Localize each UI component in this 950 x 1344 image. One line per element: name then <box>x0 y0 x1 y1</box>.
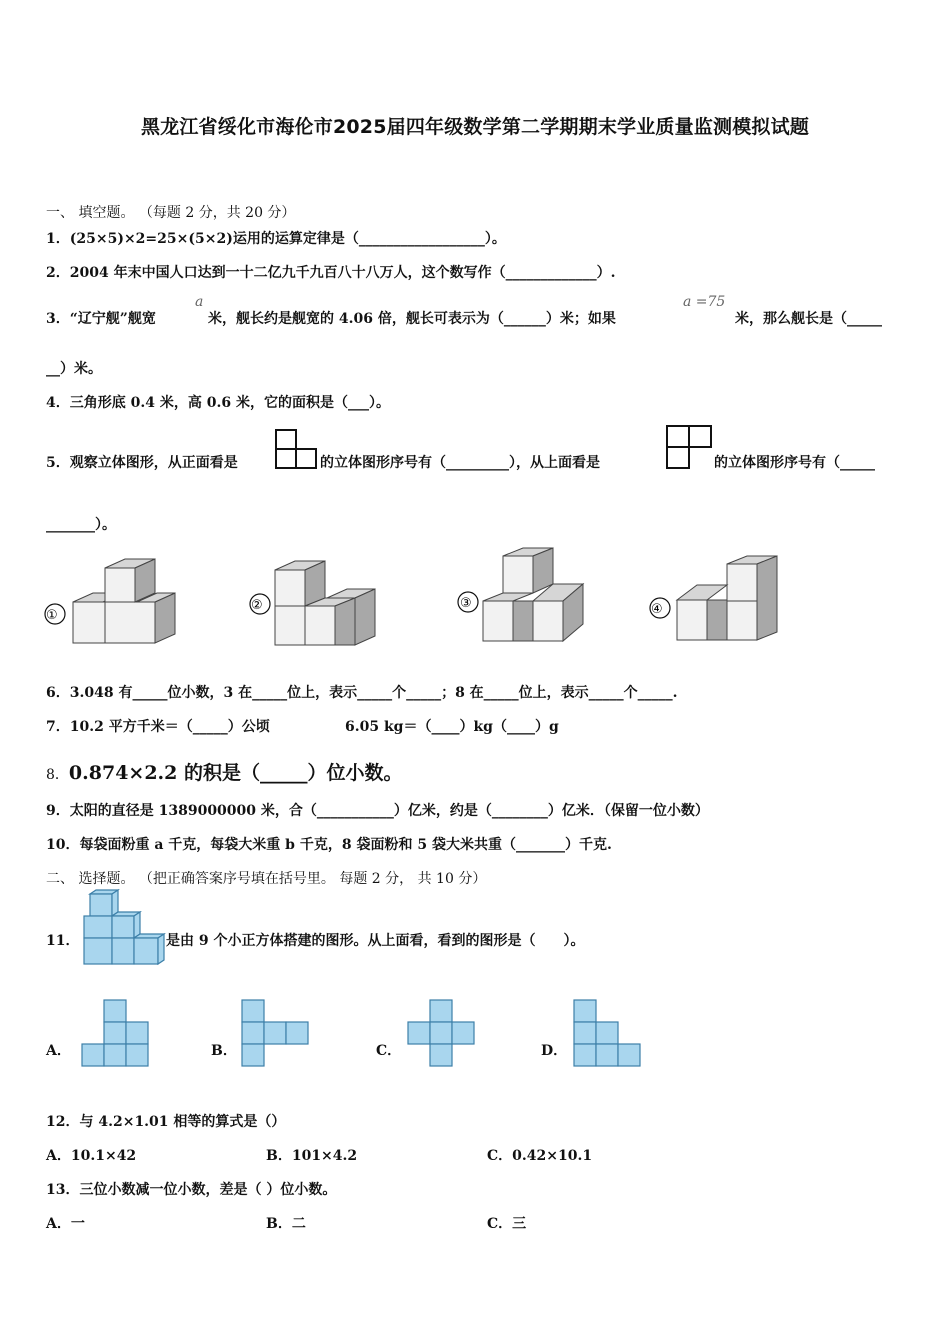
option-d-label: D． <box>541 1043 568 1059</box>
question-3-part4: __）米。 <box>46 361 102 377</box>
question-3-part2: 米，舰长约是舰宽的 4.06 倍，舰长可表示为（______）米；如果 <box>208 311 616 327</box>
question-5-part2: 的立体图形序号有（_________），从上面看是 <box>320 455 600 471</box>
figure-4-label: ④ <box>651 602 663 617</box>
question-8-number: 8． <box>46 767 69 783</box>
option-a-grid <box>80 998 152 1070</box>
solid-figure-2 <box>245 558 395 653</box>
question-13-option-b: B．二 <box>266 1216 306 1232</box>
option-b-grid <box>240 998 312 1070</box>
question-12-option-b: B．101×4.2 <box>266 1148 358 1164</box>
question-4: 4．三角形底 0.4 米，高 0.6 米，它的面积是（___）。 <box>46 395 390 411</box>
question-7-part1: 7．10.2 平方千米＝（_____）公顷 <box>46 719 270 735</box>
question-3-part1: 3．“辽宁舰”舰宽 <box>46 311 156 327</box>
figure-2-label: ② <box>251 598 263 613</box>
question-11-text: 是由 9 个小正方体搭建的图形。从上面看，看到的图形是（ ）。 <box>166 933 585 949</box>
question-12-option-c: C．0.42×10.1 <box>487 1148 593 1164</box>
question-8 <box>46 758 403 785</box>
question-13-option-c: C．三 <box>487 1216 527 1232</box>
section-1-heading: 一、 填空题。 （每题 2 分，共 20 分） <box>46 205 296 221</box>
question-11-number: 11． <box>46 933 80 949</box>
top-view-shape-icon <box>665 424 713 470</box>
question-5-part3: 的立体图形序号有（_____ <box>714 455 875 471</box>
figure-3-label: ③ <box>460 596 472 611</box>
option-d-grid <box>572 998 644 1070</box>
question-13: 13．三位小数减一位小数，差是（ ）位小数。 <box>46 1182 337 1198</box>
question-10: 10．每袋面粉重 a 千克，每袋大米重 b 千克，8 袋面粉和 5 袋大米共重（_______）千克. <box>46 837 612 853</box>
question-12: 12．与 4.2×1.01 相等的算式是（） <box>46 1114 286 1130</box>
question-7-part2: 6.05 kg＝（____）kg（____）g <box>345 719 559 735</box>
question-12-option-a: A．10.1×42 <box>46 1148 137 1164</box>
variable-a: a <box>195 294 204 310</box>
question-8-text: 0.874×2.2 的积是（_____）位小数。 <box>68 762 403 784</box>
question-1: 1．(25×5)×2=25×(5×2)运用的运算定律是（__________________）。 <box>46 231 506 247</box>
question-5-part1: 5．观察立体图形，从正面看是 <box>46 455 238 471</box>
option-c-label: C． <box>376 1043 402 1059</box>
figure-1-label: ① <box>46 608 58 623</box>
option-c-grid <box>406 998 478 1070</box>
front-view-shape-icon <box>274 428 318 470</box>
question-3-part3: 米，那么舰长是（_____ <box>735 311 882 327</box>
page-title: 黑龙江省绥化市海伦市2025届四年级数学第二学期期末学业质量监测模拟试题 <box>140 116 810 138</box>
solid-figure-4 <box>645 552 795 647</box>
question-5-part4: _______）。 <box>46 517 116 533</box>
solid-figure-3 <box>455 546 605 646</box>
cube-stack-figure <box>82 890 168 970</box>
question-2: 2．2004 年末中国人口达到一十二亿九千九百八十八万人，这个数写作（_____________）. <box>46 265 616 281</box>
option-a-label: A． <box>46 1043 71 1059</box>
option-b-label: B． <box>211 1043 237 1059</box>
section-2-heading: 二、 选择题。 （把正确答案序号填在括号里。 每题 2 分， 共 10 分） <box>46 871 487 887</box>
question-6: 6．3.048 有_____位小数，3 在_____位上，表示_____个_____；8 在_____位上，表示_____个_____. <box>46 685 678 701</box>
question-9: 9．太阳的直径是 1389000000 米，合（___________）亿米，约是（________）亿米．（保留一位小数） <box>46 803 709 819</box>
question-13-option-a: A．一 <box>46 1216 85 1232</box>
solid-figure-1 <box>40 556 190 651</box>
variable-a-equals: a =75 <box>683 294 726 310</box>
